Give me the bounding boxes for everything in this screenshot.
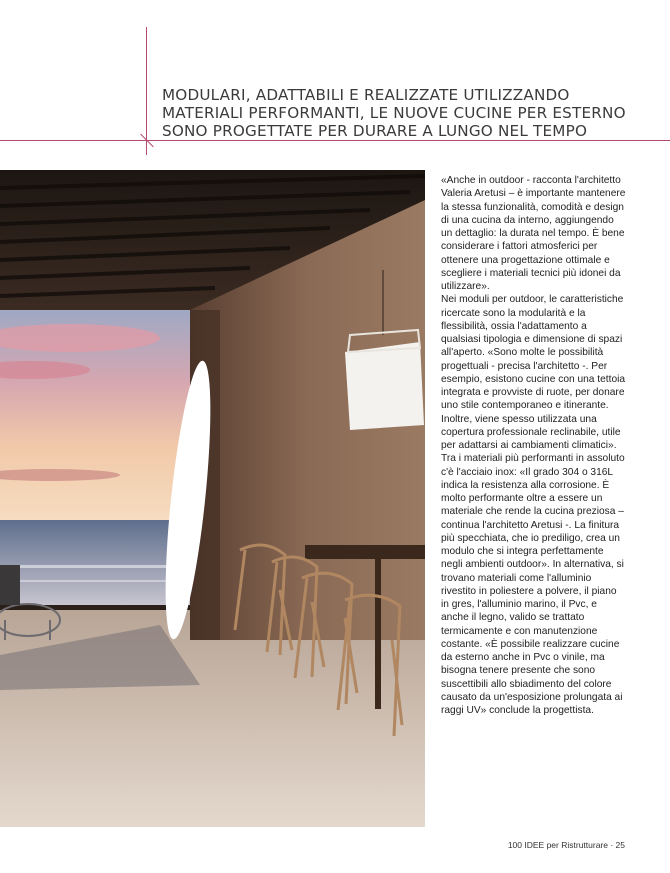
article-photo (0, 170, 425, 827)
article-body (441, 174, 627, 717)
body-paragraph-1: «Anche in outdoor - racconta l'architetto Valeria Aretusi – è importante mantenere la stessa funzionalità, comodità e design di una cucina da interno, aggiungendo un dettaglio: la durata nel tempo. È bene considerare i fattori atmosferici per ottenere una progettazione ottimale e scegliere i materiali tecnici più idonei da utilizzare». (441, 175, 626, 292)
decorative-vertical-line (146, 27, 147, 155)
headline-line-1: MODULARI, ADATTABILI E REALIZZATE UTILIZZANDO (162, 86, 570, 105)
page-footer: 100 IDEE per Ristrutturare · 25 (507, 840, 625, 850)
article-headline (162, 86, 632, 140)
body-paragraph-2: Nei moduli per outdoor, le caratteristiche ricercate sono la modularità e la flessibilità, ossia l'adattamento a qualsiasi tipologia e dimensione di spazi all'aperto. «Sono molte le possibilità progettuali - precisa l'architetto -. Per esempio, esistono cucine con una tettoia integrata e provviste di ruote, per donare uno stile contemporaneo e itinerante. Inoltre, viene spesso utilizzata una copertura professionale reclinabile, utile per adattarsi ai cambiamenti climatici». (441, 294, 626, 451)
body-paragraph-3: Tra i materiali più performanti in assoluto c'è l'acciaio inox: «Il grado 304 o 316L indica la resistenza alla corrosione. È molto performante oltre a essere un materiale che rende la cucina preziosa – continua l'architetto Aretusi -. La finitura più specchiata, che io prediligo, crea un modulo che si integra perfettamente negli ambienti outdoor». In alternativa, si trovano materiali come l'alluminio rivestito in poliestere a polvere, il piano in gres, l'alluminio marino, il Pvc, e anche il legno, valido se trattato termicamente e con manutenzione costante. «È possibile realizzare cucine da esterno anche in Pvc o vinile, ma bisogna tenere presente che sono suscettibili allo sbiadimento del colore causato da un'esposizione prolungata ai raggi UV» conclude la progettista. (441, 453, 625, 716)
headline-line-3: SONO PROGETTATE PER DURARE A LUNGO NEL TEMPO (162, 122, 588, 141)
headline-line-2: MATERIALI PERFORMANTI, LE NUOVE CUCINE PER ESTERNO (162, 104, 626, 123)
